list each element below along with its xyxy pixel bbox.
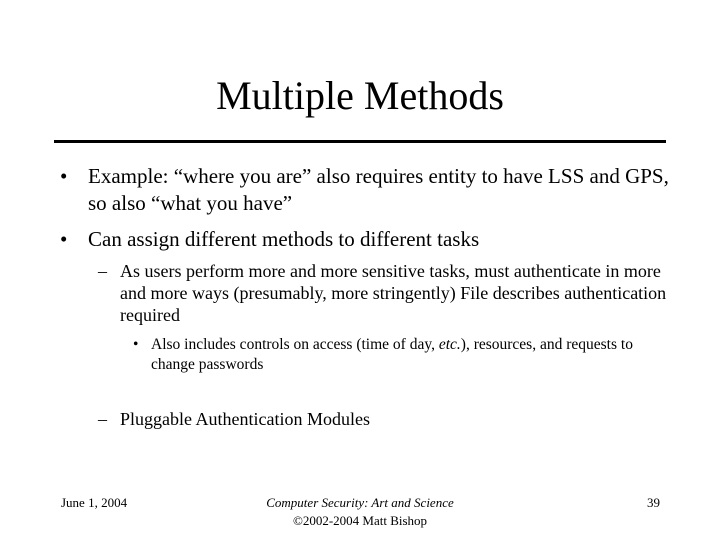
bullet-icon: •	[60, 164, 68, 188]
bullet-icon: •	[60, 227, 68, 251]
footer-credits	[210, 494, 510, 530]
footer-course: Computer Security: Art and Science	[266, 495, 454, 510]
subsub-text-after: ), resources, and requests to change passwords	[151, 336, 633, 373]
bullet-text: Example: “where you are” also requires entity to have LSS and GPS, so also “what you have”	[88, 164, 669, 215]
page-number: 39	[647, 495, 660, 510]
footer-date: June 1, 2004	[61, 495, 128, 510]
sub-bullet-item	[98, 408, 678, 430]
slide-title: Multiple Methods	[216, 73, 504, 118]
subsub-bullet-text	[151, 335, 673, 375]
subsub-text-before: Also includes controls on access (time of day,	[151, 336, 439, 353]
sub-bullet-text: As users perform more and more sensitive tasks, must authenticate in more and more ways (presumably, more stringently) File describes authentication required	[120, 261, 667, 325]
bullet-item	[60, 226, 680, 253]
title-divider	[54, 140, 666, 143]
sub-bullet-item	[98, 260, 678, 326]
footer-copyright: ©2002-2004 Matt Bishop	[292, 513, 428, 528]
bullet-item	[60, 163, 680, 217]
sub-bullet-text: Pluggable Authentication Modules	[120, 409, 370, 429]
subsub-text-italic: etc.	[438, 336, 461, 353]
subsub-bullet-item	[133, 335, 673, 375]
bullet-text: Can assign different methods to different tasks	[88, 227, 480, 251]
dash-icon: –	[98, 261, 107, 281]
bullet-icon: •	[133, 336, 139, 353]
dash-icon: –	[98, 409, 107, 429]
